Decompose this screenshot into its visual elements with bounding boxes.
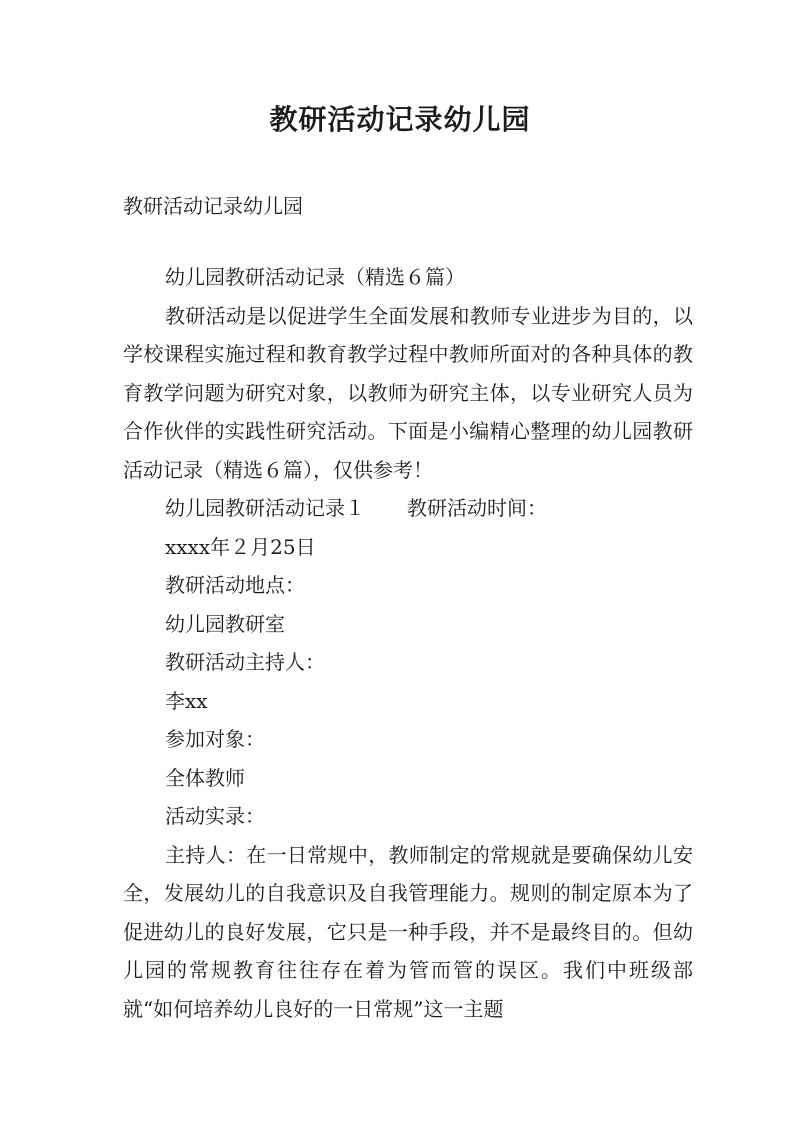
place-value: 幼儿园教研室 (165, 611, 285, 636)
paragraph-heading: 幼儿园教研活动记录（精选６篇） (165, 265, 465, 289)
host-label: 教研活动主持人： (165, 650, 325, 674)
time-value: xxxx年２月25日 (165, 534, 316, 559)
paragraph-record-line (123, 489, 693, 528)
participants-value: 全体教师 (165, 765, 245, 790)
document-body (123, 258, 693, 1028)
paragraph-host-speech: 主持人：在一日常规中，教师制定的常规就是要确保幼儿安全，发展幼儿的自我意识及自我管理能力。规则的制定原本为了促进幼儿的良好发展，它只是一种手段，并不是最终目的。但幼儿园的常规教育往往存在着为管而管的误区。我们中班级部就“如何培养幼儿良好的一日常规”这一主题 (123, 842, 693, 1021)
record-label: 活动实录： (165, 804, 265, 828)
host-value: 李xx (165, 688, 208, 713)
document-subtitle: 教研活动记录幼儿园 (123, 194, 303, 218)
place-label: 教研活动地点： (165, 573, 305, 597)
participants-label: 参加对象： (165, 727, 265, 751)
time-label: 教研活动时间： (407, 496, 547, 520)
paragraph-intro: 教研活动是以促进学生全面发展和教师专业进步为目的，以学校课程实施过程和教育教学过程中教师所面对的各种具体的教育教学问题为研究对象，以教师为研究主体，以专业研究人员为合作伙伴的实践性研究活动。下面是小编精心整理的幼儿园教研活动记录（精选６篇），仅供参考！ (123, 303, 693, 482)
document-title: 教研活动记录幼儿园 (269, 103, 531, 136)
record-title: 幼儿园教研活动记录１ (165, 496, 365, 520)
